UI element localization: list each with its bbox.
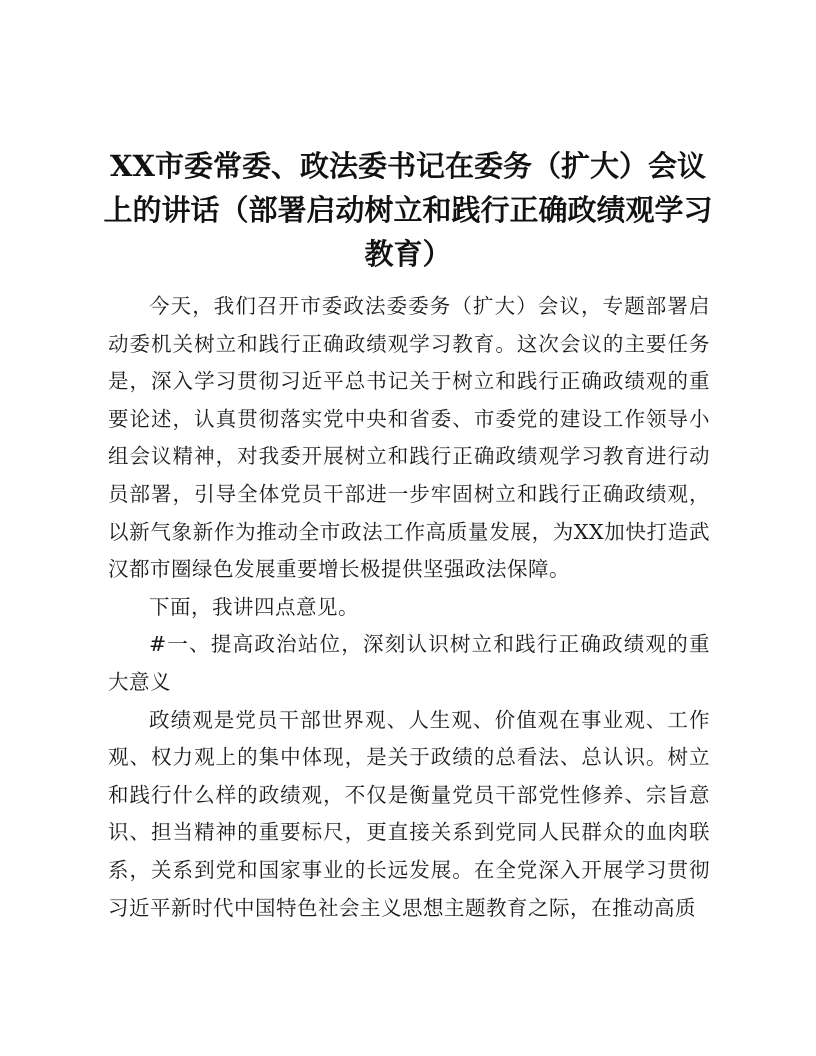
- document-title: XX市委常委、政法委书记在委务（扩大）会议上的讲话（部署启动树立和践行正确政绩观学习教育）: [103, 149, 713, 271]
- document-body: [108, 288, 710, 927]
- paragraph-outline-intro: 下面，我讲四点意见。: [149, 594, 359, 619]
- section-heading-one: #一、提高政治站位，深刻认识树立和践行正确政绩观的重大意义: [108, 632, 710, 694]
- paragraph-opening: 今天，我们召开市委政法委委务（扩大）会议，专题部署启动委机关树立和践行正确政绩观学习教育。这次会议的主要任务是，深入学习贯彻习近平总书记关于树立和践行正确政绩观的重要论述，认真贯彻落实党中央和省委、市委党的建设工作领导小组会议精神，对我委开展树立和践行正确政绩观学习教育进行动员部署，引导全体党员干部进一步牢固树立和践行正确政绩观，以新气象新作为推动全市政法工作高质量发展，为XX加快打造武汉都市圈绿色发展重要增长极提供坚强政法保障。: [108, 294, 710, 582]
- paragraph-performance-view: 政绩观是党员干部世界观、人生观、价值观在事业观、工作观、权力观上的集中体现，是关于政绩的总看法、总认识。树立和践行什么样的政绩观，不仅是衡量党员干部党性修养、宗旨意识、担当精神的重要标尺，更直接关系到党同人民群众的血肉联系，关系到党和国家事业的长远发展。在全党深入开展学习贯彻习近平新时代中国特色社会主义思想主题教育之际，在推动高质: [108, 707, 710, 920]
